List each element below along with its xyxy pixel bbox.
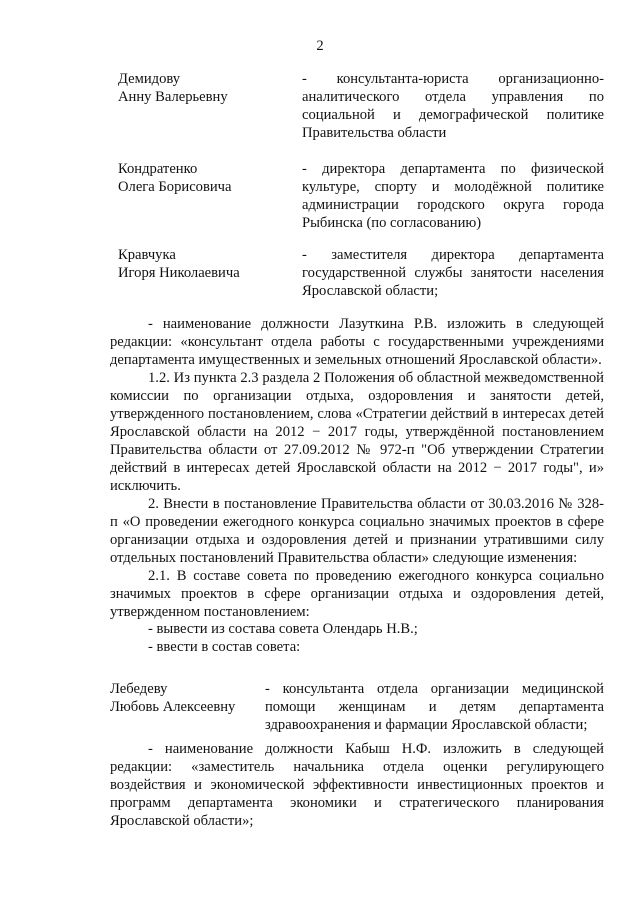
member-surname: Демидову bbox=[118, 71, 181, 87]
paragraph-add-member: - ввести в состав совета: bbox=[148, 639, 301, 655]
member-given-name: Олега Борисовича bbox=[118, 179, 232, 195]
member-name bbox=[118, 70, 288, 106]
page-number: 2 bbox=[316, 38, 324, 54]
member-position: - консультанта-юриста организационно-аналитического отдела управления по социальной и демографической политике Правительства области bbox=[302, 71, 604, 141]
member-surname: Кравчука bbox=[118, 247, 176, 263]
member-position: - консультанта отдела организации медицинской помощи женщинам и детям департамента здравоохранения и фармации Ярославской области; bbox=[265, 681, 604, 733]
member-entry-lebedeva bbox=[110, 680, 604, 734]
paragraph-1-2: 1.2. Из пункта 2.3 раздела 2 Положения об областной межведомственной комиссии по организации отдыха, оздоровления и занятости детей, утвержденного постановлением, слова «Стратегии действий в интересах детей Ярославской области на 2012 − 2017 годы, утверждённой постановлением Правительства области от 27.09.2012 № 972-п "Об утверждении Стратегии действий в интересах детей Ярославской области на 2012 − 2017 годы", и» исключить. bbox=[110, 370, 604, 494]
member-entry-demidova bbox=[118, 70, 604, 142]
member-surname: Лебедеву bbox=[110, 681, 168, 697]
member-entry-kondratenko bbox=[118, 160, 604, 232]
member-entry-kravchuk bbox=[118, 246, 604, 300]
member-given-name: Игоря Николаевича bbox=[118, 265, 240, 281]
paragraph-2: 2. Внести в постановление Правительства области от 30.03.2016 № 328-п «О проведении ежегодного конкурса социально значимых проектов в сфере организации отдыха и оздоровления детей и признании утратившими силу отдельных постановлений Правительства области» следующие изменения: bbox=[110, 496, 604, 566]
paragraph-lazutkin: - наименование должности Лазуткина Р.В. изложить в следующей редакции: «консультант отдела работы с государственными учреждениями департамента имущественных и земельных отношений Ярославской области». bbox=[110, 316, 604, 368]
paragraph-2-1: 2.1. В составе совета по проведению ежегодного конкурса социально значимых проектов в сфере организации отдыха и оздоровления детей, утвержденном постановлением: bbox=[110, 568, 604, 620]
body-text-block-1 bbox=[110, 315, 604, 621]
member-name bbox=[118, 160, 288, 196]
member-surname: Кондратенко bbox=[118, 161, 198, 177]
member-position: - заместителя директора департамента государственной службы занятости населения Ярославской области; bbox=[302, 247, 604, 299]
member-given-name: Анну Валерьевну bbox=[118, 89, 228, 105]
member-position: - директора департамента по физической культуре, спорту и молодёжной политике администрации городского округа города Рыбинска (по согласованию) bbox=[302, 161, 604, 231]
body-text-block-2 bbox=[110, 740, 604, 830]
member-name bbox=[110, 680, 280, 716]
paragraph-kabysh: - наименование должности Кабыш Н.Ф. изложить в следующей редакции: «заместитель начальника отдела оценки регулирующего воздействия и экономической эффективности инвестиционных проектов и программ департамента экономики и стратегического планирования Ярославской области»; bbox=[110, 741, 604, 829]
member-name bbox=[118, 246, 288, 282]
paragraph-remove-member: - вывести из состава совета Олендарь Н.В.; bbox=[148, 621, 418, 637]
member-given-name: Любовь Алексеевну bbox=[110, 699, 236, 715]
